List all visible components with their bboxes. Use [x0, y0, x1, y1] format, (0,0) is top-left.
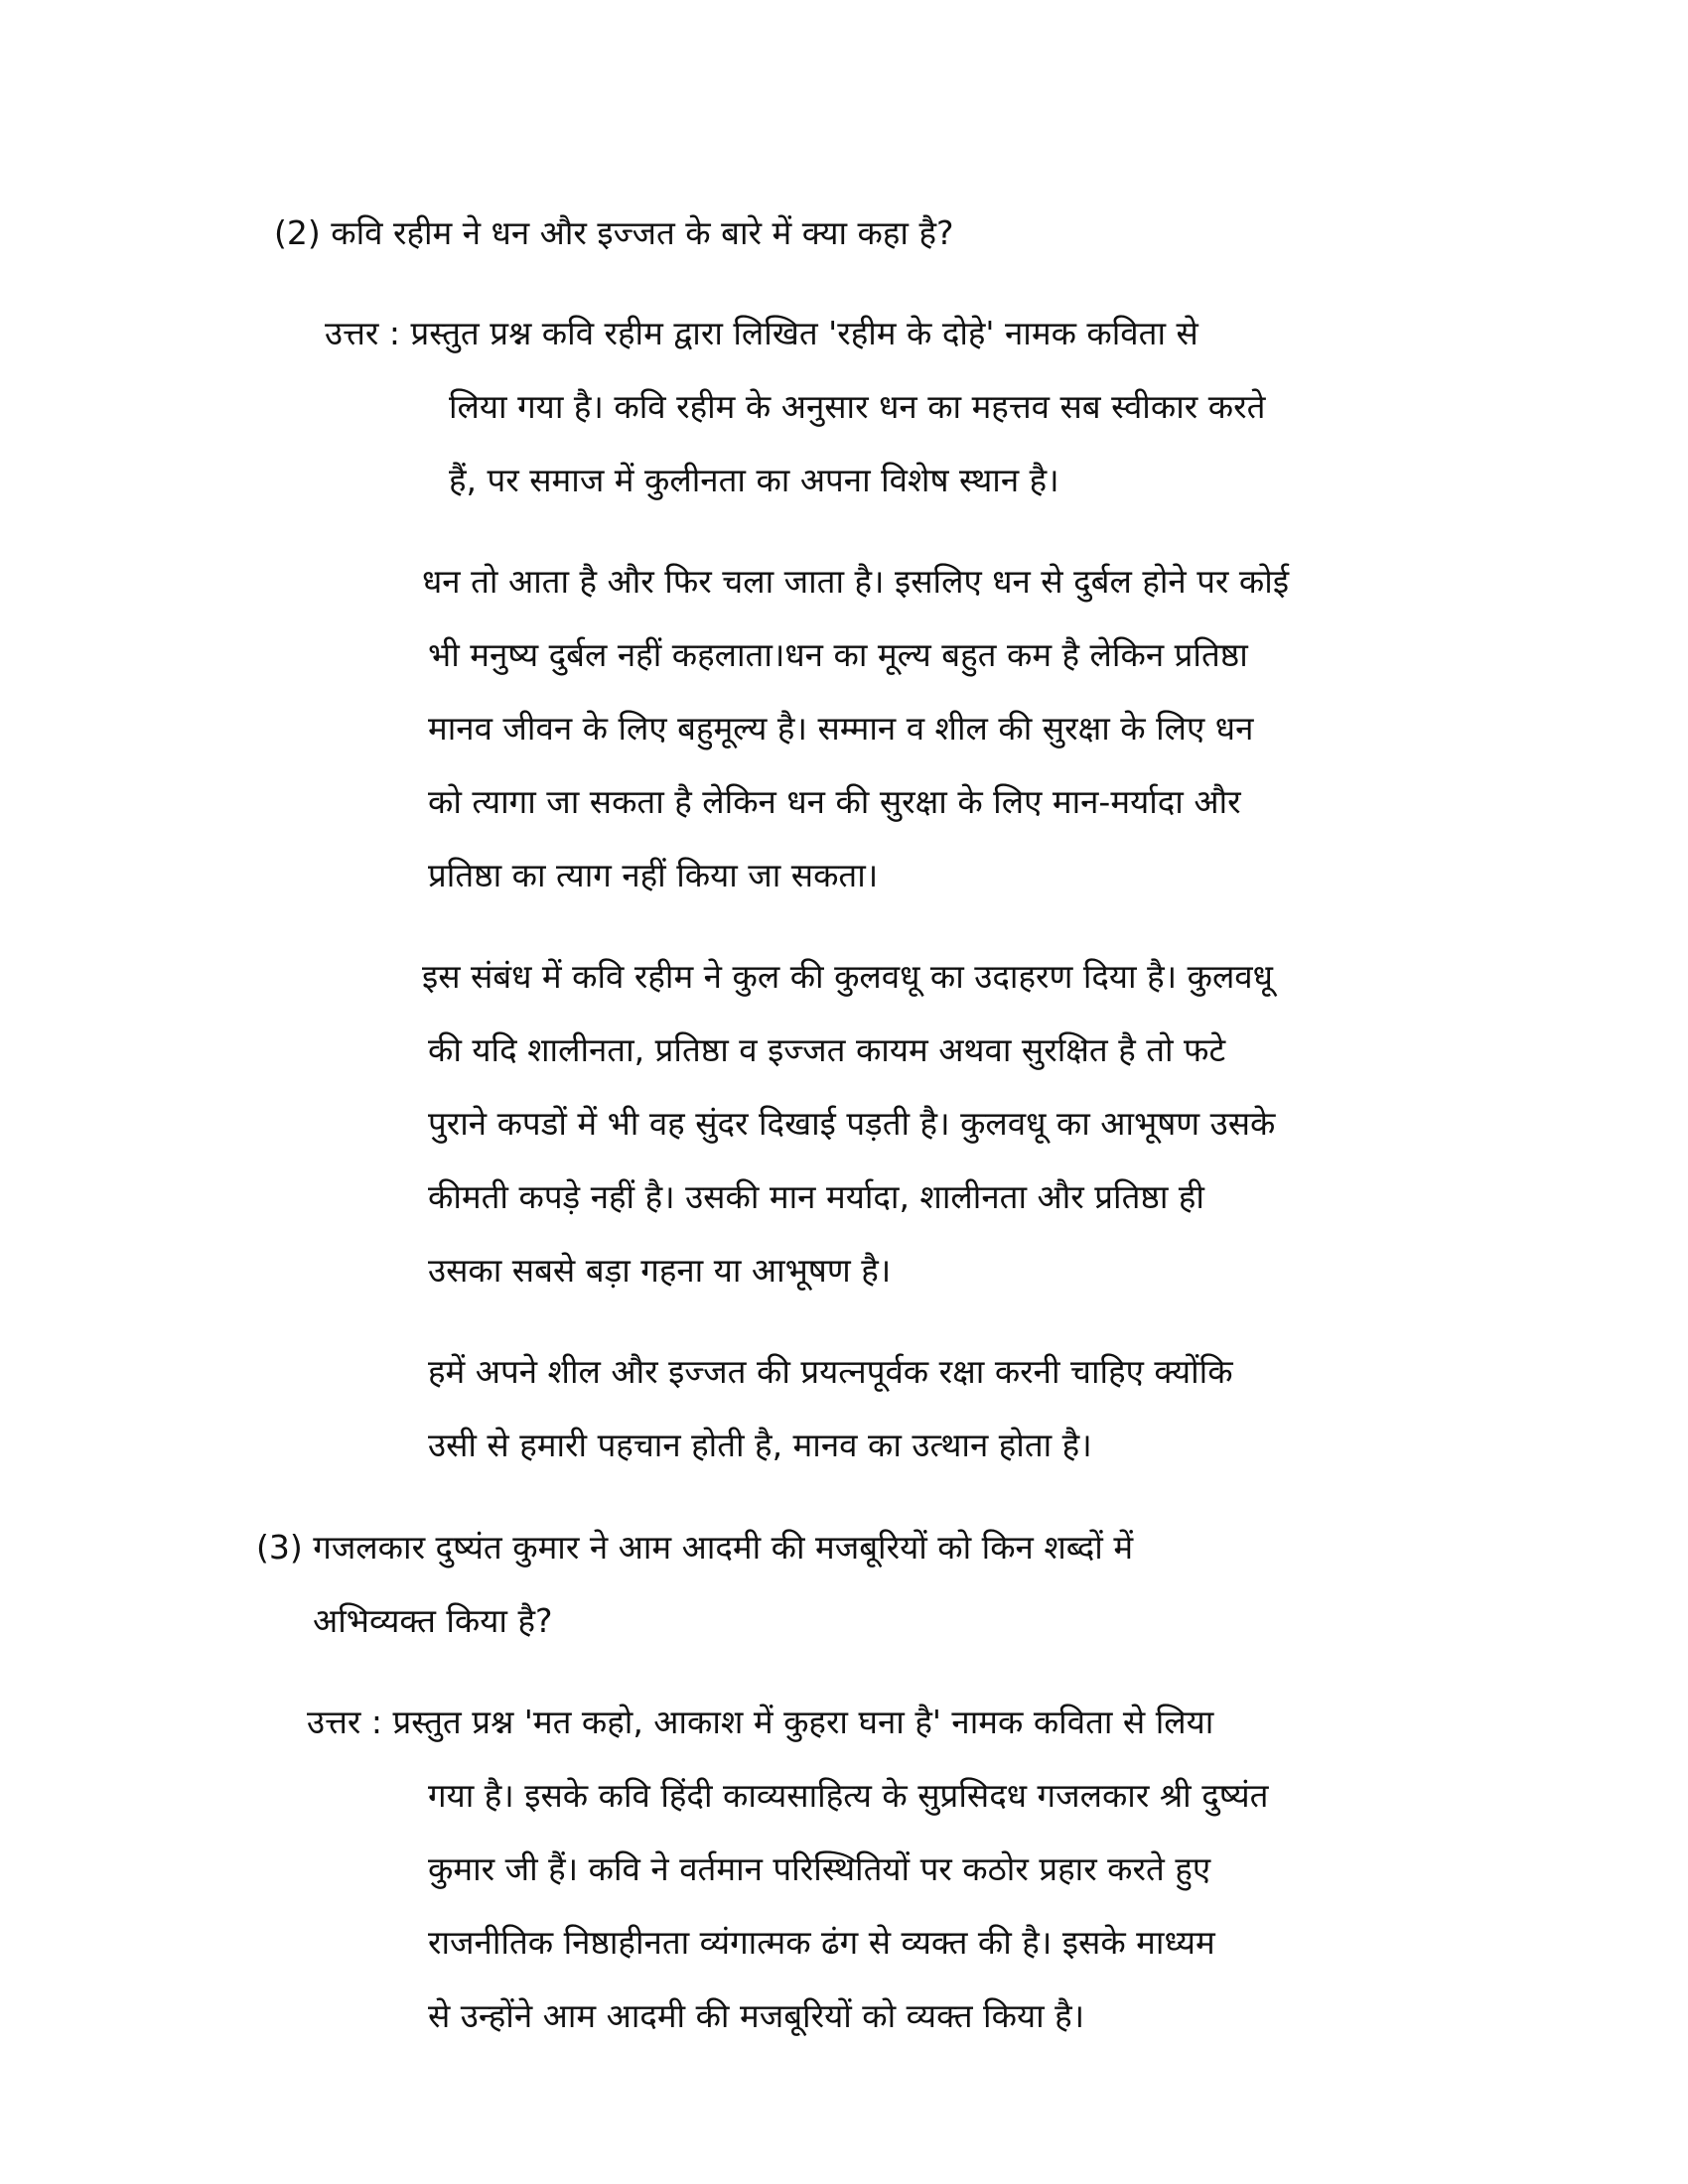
- answer-2-line: भी मनुष्य दुर्बल नहीं कहलाता।धन का मूल्य बहुत कम है लेकिन प्रतिष्ठा: [428, 635, 1248, 674]
- answer-2-line: को त्यागा जा सकता है लेकिन धन की सुरक्षा के लिए मान-मर्यादा और: [428, 782, 1241, 821]
- answer-2-line: कीमती कपड़े नहीं है। उसकी मान मर्यादा, शालीनता और प्रतिष्ठा ही: [428, 1177, 1204, 1216]
- answer-2-line: हैं, पर समाज में कुलीनता का अपना विशेष स्थान है।: [449, 461, 1059, 499]
- answer-2-line: मानव जीवन के लिए बहुमूल्य है। सम्मान व शील की सुरक्षा के लिए धन: [428, 709, 1254, 748]
- answer-2-line: हमें अपने शील और इज्जत की प्रयत्नपूर्वक रक्षा करनी चाहिए क्योंकि: [428, 1352, 1233, 1391]
- answer-3-line: गया है। इसके कवि हिंदी काव्यसाहित्य के सुप्रसिदध गजलकार श्री दुष्यंत: [428, 1776, 1269, 1815]
- answer-3-line: से उन्होंने आम आदमी की मजबूरियों को व्यक्त किया है।: [428, 1996, 1085, 2035]
- answer-2-line: उसी से हमारी पहचान होती है, मानव का उत्थान होता है।: [428, 1426, 1092, 1464]
- answer-2-line: उत्तर : प्रस्तुत प्रश्न कवि रहीम द्वारा लिखित 'रहीम के दोहे' नामक कविता से: [325, 314, 1198, 352]
- answer-2-line: उसका सबसे बड़ा गहना या आभूषण है।: [428, 1251, 892, 1290]
- answer-2-line: प्रतिष्ठा का त्याग नहीं किया जा सकता।: [428, 856, 879, 894]
- answer-3-line: उत्तर : प्रस्तुत प्रश्न 'मत कहो, आकाश में कुहरा घना है' नामक कविता से लिया: [307, 1703, 1214, 1741]
- question-3: अभिव्यक्त किया है?: [313, 1601, 553, 1640]
- answer-2-line: पुराने कपडों में भी वह सुंदर दिखाई पड़ती है। कुलवधू का आभूषण उसके: [428, 1104, 1276, 1143]
- question-3: (3) गजलकार दुष्यंत कुमार ने आम आदमी की मजबूरियों को किन शब्दों में: [256, 1528, 1134, 1567]
- question-2: (2) कवि रहीम ने धन और इज्जत के बारे में क्या कहा है?: [274, 213, 954, 252]
- answer-3-line: राजनीतिक निष्ठाहीनता व्यंगात्मक ढंग से व्यक्त की है। इसके माध्यम: [428, 1923, 1215, 1962]
- answer-2-line: इस संबंध में कवि रहीम ने कुल की कुलवधू का उदाहरण दिया है। कुलवधू: [422, 957, 1273, 996]
- answer-2-line: लिया गया है। कवि रहीम के अनुसार धन का महत्तव सब स्वीकार करते: [449, 387, 1266, 426]
- answer-3-line: कुमार जी हैं। कवि ने वर्तमान परिस्थितियों पर कठोर प्रहार करते हुए: [428, 1849, 1211, 1888]
- answer-2-line: धन तो आता है और फिर चला जाता है। इसलिए धन से दुर्बल होने पर कोई: [422, 562, 1290, 601]
- answer-2-line: की यदि शालीनता, प्रतिष्ठा व इज्जत कायम अथवा सुरक्षित है तो फटे: [428, 1030, 1226, 1069]
